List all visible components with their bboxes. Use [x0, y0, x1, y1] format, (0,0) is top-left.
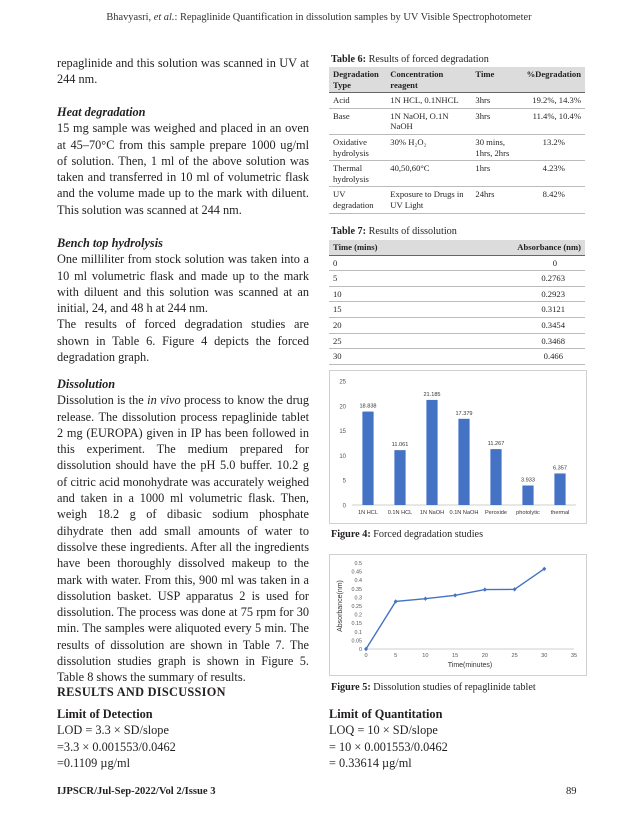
y-tick-label: 0.4: [354, 578, 362, 585]
table-cell: 0.3454: [437, 317, 585, 333]
y-tick-label: 0: [359, 647, 362, 653]
y-tick-label: 0.5: [354, 561, 362, 567]
x-tick-label: 35: [570, 653, 578, 659]
table-cell: 4.23%: [523, 161, 585, 187]
table-row: [329, 317, 585, 333]
table-row: [329, 286, 585, 302]
data-point: [453, 593, 457, 597]
y-tick-label: 0.05: [351, 638, 362, 645]
x-tick-label: 10: [422, 653, 429, 659]
bar: [394, 450, 405, 505]
table6-header: Degradation Type: [329, 67, 386, 93]
bench-paragraph-2: The results of forced degradation studies are shown in Table 6. Figure 4 depicts the forced degradation graph.: [57, 317, 309, 365]
bar-chart: [330, 371, 586, 523]
y-axis-label: Absorbance(nm): [337, 580, 344, 632]
bar: [362, 412, 373, 505]
table-cell: UV degradation: [329, 187, 386, 213]
series-line: [366, 569, 544, 649]
data-label: 18.838: [359, 403, 377, 410]
y-tick-label: 20: [339, 404, 346, 411]
table-cell: 24hrs: [471, 187, 522, 213]
figure4-caption-text: Forced degradation studies: [370, 529, 484, 540]
table-cell: 0: [437, 255, 585, 271]
loq-line-1: LOQ = 10 × SD/slope: [329, 723, 438, 738]
table-row: [329, 302, 585, 318]
loq-line-3: = 0.33614 µg/ml: [329, 755, 412, 770]
table-row: [329, 333, 585, 349]
table-cell: 19.2%, 14.3%: [523, 93, 585, 109]
y-tick-label: 0.2: [354, 612, 362, 619]
bench-heading: Bench top hydrolysis: [57, 236, 163, 250]
table-cell: 25: [329, 333, 437, 349]
line-chart: [330, 555, 586, 675]
y-tick-label: 0.25: [351, 604, 362, 610]
data-label: 6.357: [553, 465, 567, 472]
y-tick-label: 0.1: [354, 629, 362, 636]
x-tick-label: photolytic: [516, 510, 540, 516]
left-column: [57, 55, 309, 88]
y-tick-label: 0: [342, 503, 346, 510]
table7-caption: Results of dissolution: [366, 226, 457, 237]
loq-section: [329, 706, 585, 771]
x-tick-label: 1N NaOH: [419, 510, 445, 516]
table-cell: 20: [329, 317, 437, 333]
table-cell: 0.3121: [437, 302, 585, 318]
table-cell: 8.42%: [523, 187, 585, 213]
table-cell: Thermal hydrolysis: [329, 161, 386, 187]
diss-invivo: in vivo: [147, 393, 181, 408]
data-label: 17.379: [455, 410, 473, 417]
lod-line-1: LOD = 3.3 × SD/slope: [57, 723, 169, 738]
figure4-chart: [329, 370, 587, 524]
figure4-label: Figure 4:: [331, 529, 371, 540]
table7-header: Absorbance (nm): [437, 240, 585, 255]
dissolution-section: [57, 376, 309, 686]
table6: [329, 67, 585, 214]
table6-header-row: [329, 67, 585, 93]
diss-text-2: process to know the drug release. The dissolution process repaglinide tablet 2 mg (EUROPA) given in IP has been followed in this experiment. The medium prepared for dissolution should have the pH 5.0 buffer. 10.2 g of citric acid monohydrate was accurately weighed and taken in a 1000 ml volumetric flask. Then, weigh 18.2 g of dibasic sodium phosphate dihydrate then add small amounts of water to dissolve these ingredients. After all the ingredients have been thoroughly dissolved makeup to the mark with water. From this, 900 ml was taken in a dissolution basket. USP apparatus 2 is used for dissolution. The process was done at 75 rpm for 30 min. The samples were aliquoted every 5 min. The results of dissolution are shown in Table 7. The dissolution studies graph is shown in Figure 5. Table 8 shows the summary of results.: [57, 393, 309, 685]
results-heading: RESULTS AND DISCUSSION: [57, 685, 226, 699]
table-cell: 3hrs: [471, 108, 522, 134]
footer-journal: IJPSCR/Jul-Sep-2022/Vol 2/Issue 3: [57, 786, 216, 797]
table-cell: 30 mins, 1hrs, 2hrs: [471, 134, 522, 160]
x-tick-label: 1N HCL: [358, 510, 378, 516]
lod-heading: Limit of Detection: [57, 707, 153, 721]
table-row: [329, 255, 585, 271]
table-cell: 1N HCL, 0.1NHCL: [386, 93, 471, 109]
x-tick-label: 25: [511, 653, 518, 659]
heat-paragraph: 15 mg sample was weighed and placed in an oven at 45–70°C from this sample prepare 1000 ug/ml of solution. Then, 1 ml of the above solution was taken and transferred in 10 ml of volumetric flask and the volume made up to the mark with diluent. This solution was scanned at 244 nm.: [57, 121, 309, 217]
figure5-label: Figure 5:: [331, 682, 371, 693]
table7-header-row: [329, 240, 585, 255]
heat-section: [57, 104, 309, 218]
x-tick-label: 0.1N NaOH: [449, 510, 479, 516]
y-tick-label: 5: [342, 478, 346, 485]
figure4-caption: [331, 529, 483, 540]
table-cell: Exposure to Drugs in UV Light: [386, 187, 471, 213]
data-point: [483, 587, 487, 591]
table-row: [329, 161, 585, 187]
table-cell: 30: [329, 349, 437, 365]
bar: [554, 473, 565, 505]
table-row: [329, 108, 585, 134]
table7-title: [331, 226, 457, 237]
table-cell: 0: [329, 255, 437, 271]
x-tick-label: 5: [394, 653, 398, 659]
x-tick-label: Peroxide: [484, 510, 508, 516]
x-tick-label: thermal: [550, 510, 570, 516]
table-cell: 1hrs: [471, 161, 522, 187]
figure5-caption-text: Dissolution studies of repaglinide tablet: [370, 682, 536, 693]
bench-section: [57, 235, 309, 365]
table-row: [329, 187, 585, 213]
table-row: [329, 349, 585, 365]
table-cell: Oxidative hydrolysis: [329, 134, 386, 160]
table-cell: 0.466: [437, 349, 585, 365]
table6-header: %Degradation: [523, 67, 585, 93]
figure5-chart: [329, 554, 587, 676]
running-head: [0, 12, 638, 23]
lod-line-3: =0.1109 µg/ml: [57, 755, 131, 770]
y-tick-label: 25: [339, 379, 346, 386]
bar: [490, 449, 501, 505]
table-cell: 1N NaOH, O.1N NaOH: [386, 108, 471, 134]
table-cell: 5: [329, 271, 437, 287]
table-cell: 0.3468: [437, 333, 585, 349]
loq-heading: Limit of Quantitation: [329, 707, 443, 721]
page-number: 89: [566, 786, 577, 797]
table-cell: 0.2763: [437, 271, 585, 287]
results-section: [57, 684, 309, 700]
author: Bhavyasri,: [106, 12, 154, 23]
x-tick-label: 0.1N HCL: [387, 510, 413, 516]
table6-title: [331, 54, 489, 65]
data-label: 11.267: [487, 441, 505, 448]
intro-paragraph: repaglinide and this solution was scanned in UV at 244 nm.: [57, 56, 309, 87]
x-axis-label: Time(minutes): [447, 662, 493, 669]
lod-section: [57, 706, 309, 771]
diss-text-1: Dissolution is the: [57, 393, 148, 408]
data-label: 11.061: [391, 442, 409, 449]
lod-line-2: =3.3 × 0.001553/0.0462: [57, 739, 176, 754]
x-tick-label: 0: [364, 653, 368, 659]
table-cell: 40,50,60°C: [386, 161, 471, 187]
bar: [522, 485, 533, 505]
heat-heading: Heat degradation: [57, 105, 146, 119]
table-cell: Base: [329, 108, 386, 134]
y-tick-label: 0.3: [354, 595, 362, 602]
et-al: et al.: [153, 12, 175, 23]
table-cell: 0.2923: [437, 286, 585, 302]
data-label: 3.933: [521, 477, 535, 484]
table6-caption: Results of forced degradation: [366, 54, 489, 65]
y-tick-label: 0.15: [351, 621, 362, 628]
table-row: [329, 134, 585, 160]
table-cell: 3hrs: [471, 93, 522, 109]
table6-label: Table 6:: [331, 54, 367, 65]
x-tick-label: 15: [452, 653, 459, 659]
y-tick-label: 0.45: [351, 569, 362, 576]
y-tick-label: 0.35: [351, 586, 362, 593]
table7: [329, 240, 585, 365]
loq-line-2: = 10 × 0.001553/0.0462: [329, 739, 448, 754]
table-cell: 11.4%, 10.4%: [523, 108, 585, 134]
table6-header: Time: [471, 67, 522, 93]
table-cell: 15: [329, 302, 437, 318]
table-cell: 10: [329, 286, 437, 302]
table7-label: Table 7:: [331, 226, 367, 237]
table-cell: 30% H₂O₂: [386, 134, 471, 160]
y-tick-label: 10: [339, 453, 346, 460]
table-cell: Acid: [329, 93, 386, 109]
bar: [426, 400, 437, 505]
bar: [458, 419, 469, 505]
x-tick-label: 20: [481, 653, 488, 659]
bench-paragraph: One milliliter from stock solution was taken into a 10 ml volumetric flask and made up to the mark with diluent and this solution was scanned at an initial, 24, and 48 h at 244 nm.: [57, 252, 309, 316]
x-tick-label: 30: [541, 653, 548, 659]
dissolution-paragraph: [57, 392, 309, 685]
figure5-caption: [331, 682, 536, 693]
dissolution-heading: Dissolution: [57, 377, 116, 391]
running-title: : Repaglinide Quantification in dissolution samples by UV Visible Spectrophotometer: [174, 12, 532, 23]
data-point: [423, 597, 427, 601]
table-row: [329, 93, 585, 109]
table7-header: Time (mins): [329, 240, 437, 255]
table-row: [329, 271, 585, 287]
table6-header: Concentration reagent: [386, 67, 471, 93]
data-label: 21.185: [423, 391, 441, 398]
y-tick-label: 15: [339, 429, 346, 436]
table-cell: 13.2%: [523, 134, 585, 160]
